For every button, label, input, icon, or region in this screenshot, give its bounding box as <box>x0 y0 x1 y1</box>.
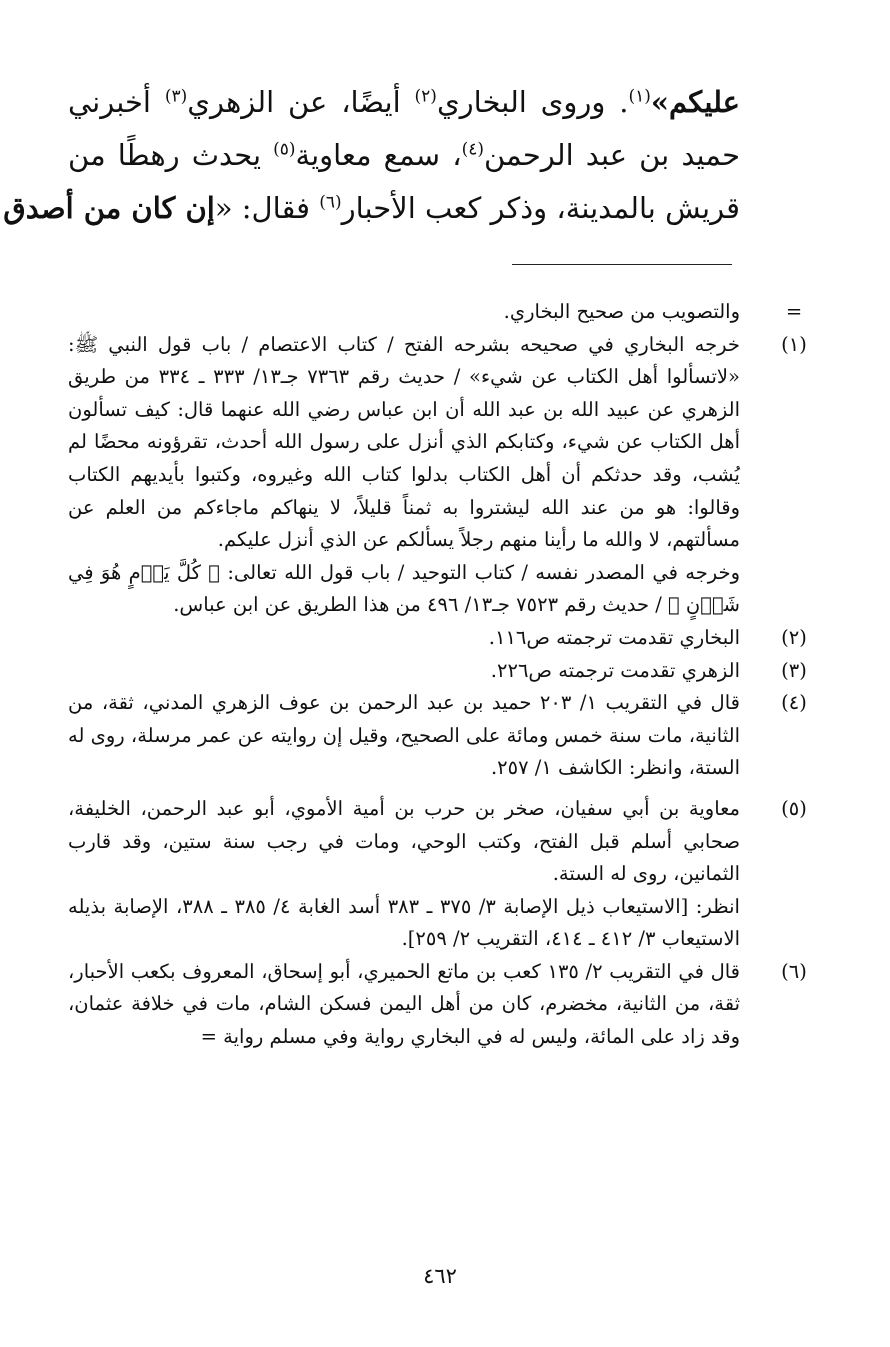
footnote-6 <box>68 956 807 1054</box>
text-segment: يحدث رهطًا من <box>68 138 274 172</box>
quote-end: عليكم» <box>650 85 740 119</box>
footnote-ref-6[interactable]: (٦) <box>319 192 342 213</box>
footnote-number: (٤) <box>781 691 807 715</box>
footnote-text: قال في التقريب ٢/ ١٣٥ كعب بن ماتع الحميري، أبو إسحاق، المعروف بكعب الأحبار، ثقة، من الثانية، مخضرم، كان من أهل اليمن فسكن الشام، مات في خلافة عثمان، وقد زاد على المائة، وليس له في البخاري رواية وفي مسلم رواية = <box>68 959 740 1049</box>
footnote-separator <box>512 264 732 265</box>
footnote-ref-2[interactable]: (٢) <box>414 86 437 107</box>
text-segment: أيضًا، عن الزهري <box>187 85 415 119</box>
footnote-number: (١) <box>781 332 807 356</box>
footnote-5 <box>68 793 807 956</box>
footnote-text: انظر: [الاستيعاب ذيل الإصابة ٣/ ٣٧٥ ـ ٣٨٣ أسد الغابة ٤/ ٣٨٥ ـ ٣٨٨، الإصابة بذيله الاستيعاب ٣/ ٤١٢ ـ ٤١٤، التقريب ٢/ ٢٥٩]. <box>68 894 740 951</box>
footnote-ref-3[interactable]: (٣) <box>164 86 188 107</box>
page-number: ٤٦٢ <box>423 1264 457 1288</box>
main-line-3 <box>3 182 740 235</box>
quote-start: إن كان من أصدق <box>3 191 215 225</box>
footnote-text: والتصويب من صحيح البخاري. <box>503 300 740 323</box>
footnote-text: الزهري تقدمت ترجمته ص٢٢٦. <box>490 658 740 682</box>
footnote-ref-5[interactable]: (٥) <box>273 139 296 160</box>
text-segment: حميد بن عبد الرحمن <box>483 138 740 172</box>
text-segment: قريش بالمدينة، وذكر كعب الأحبار <box>341 191 740 225</box>
footnote-1 <box>68 329 807 622</box>
footnote-number: (٢) <box>781 625 807 649</box>
main-line-2 <box>68 129 740 182</box>
spacer <box>68 785 740 793</box>
footnote-3 <box>68 655 807 688</box>
text-segment: ، سمع معاوية <box>295 138 462 172</box>
footnote-text: البخاري تقدمت ترجمته ص١١٦. <box>488 625 740 649</box>
text-segment: . وروى البخاري <box>436 85 629 119</box>
footnote-continuation <box>68 296 803 329</box>
footnotes <box>68 296 807 1054</box>
footnote-2 <box>68 622 807 655</box>
main-line-1 <box>68 76 740 129</box>
footnote-text: قال في التقريب ١/ ٢٠٣ حميد بن عبد الرحمن بن عوف الزهري المدني، ثقة، من الثانية، مات سنة خمس ومائة على الصحيح، وقيل إن روايته عن عمر مرسلة، روى له الستة، وانظر: الكاشف ١/ ٢٥٧. <box>68 691 740 780</box>
footnote-ref-1[interactable]: (١) <box>628 86 651 107</box>
main-text <box>3 76 740 235</box>
footnote-4 <box>68 687 807 785</box>
footnote-ref-4[interactable]: (٤) <box>461 139 484 160</box>
footnote-text: وخرجه في المصدر نفسه / كتاب التوحيد / باب قول الله تعالى: ﴿ كُلَّ يَوۡمٍ هُوَ فِي شَأۡنٍ ﴾ / حديث رقم ٧٥٢٣ جـ١٣/ ٤٩٦ من هذا الطريق عن ابن عباس. <box>68 560 740 617</box>
footnote-text: خرجه البخاري في صحيحه بشرحه الفتح / كتاب الاعتصام / باب قول النبي ﷺ: «لاتسألوا أهل الكتاب عن شيء» / حديث رقم ٧٣٦٣ جـ١٣/ ٣٣٣ ـ ٣٣٤ من طريق الزهري عن عبيد الله بن عبد الله أن ابن عباس رضي الله عنهما قال: كيف تسألون أهل الكتاب عن شيء، وكتابكم الذي أنزل على رسول الله أحدث، تقرؤونه محضًا لم يُشب، وقد حدثكم أن أهل الكتاب بدلوا كتاب الله وغيروه، وكتبوا بأيديهم الكتاب وقالوا: هو من عند الله ليشتروا به ثمناً قليلاً، لا ينهاكم ماجاءكم من العلم عن مسألتهم، لا والله ما رأينا منهم رجلاً يسألكم عن الذي أنزل عليكم. <box>68 332 740 552</box>
continuation-marker: = <box>785 300 803 323</box>
text-segment: فقال: « <box>214 191 320 225</box>
footnote-number: (٥) <box>781 796 807 820</box>
text-segment: أخبرني <box>68 85 165 119</box>
footnote-number: (٣) <box>781 658 807 682</box>
footnote-text: معاوية بن أبي سفيان، صخر بن حرب بن أمية الأموي، أبو عبد الرحمن، الخليفة، صحابي أسلم قبل الفتح، وكتب الوحي، ومات في رجب سنة ستين، وقد قارب الثمانين، روى له الستة. <box>68 796 740 886</box>
footnote-number: (٦) <box>781 959 807 983</box>
